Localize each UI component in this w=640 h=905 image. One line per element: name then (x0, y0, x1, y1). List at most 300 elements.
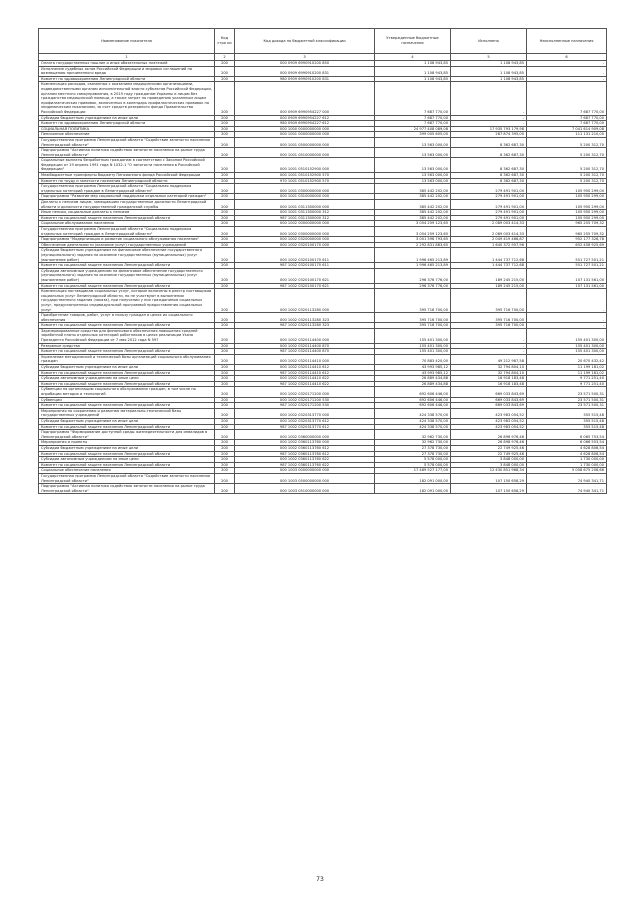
row-executed: 669 033 843,69 (451, 397, 527, 403)
row-budget-code: 987 1002 0320171200 530 (235, 403, 375, 409)
row-budget-code: 000 1001 0311300000 312 (235, 210, 375, 216)
budget-table (38, 28, 607, 494)
row-name: Комитет по социальной защите населения Ленинградской области (39, 215, 215, 221)
column-index: 1 (39, 54, 215, 61)
row-executed: 189 245 215,00 (451, 283, 527, 289)
row-line-code: 200 (215, 354, 235, 364)
row-unexecuted: 965 255 709,32 (527, 221, 607, 227)
row-line-code: 200 (215, 328, 235, 343)
table-row (39, 61, 607, 67)
row-line-code: 200 (215, 381, 235, 387)
row-budget-code: 000 1002 0320113280 000 (235, 289, 375, 313)
row-unexecuted: 355 515,48 (527, 424, 607, 430)
row-name: Комитет по социальной защите населения Ленинградской области (39, 370, 215, 376)
row-budget-code: 987 1002 0320114410 612 (235, 370, 375, 376)
row-name: Комитет по труду и занятости населения Ленинградской области (39, 178, 215, 184)
row-line-code: 200 (215, 289, 235, 313)
table-row (39, 242, 607, 248)
row-line-code: 200 (215, 387, 235, 397)
row-approved: 692 606 446,00 (375, 397, 451, 403)
row-line-code: 200 (215, 178, 235, 184)
row-approved: 424 338 570,00 (375, 408, 451, 418)
row-name: Компенсация расходов, связанных с оказанием медицинскими организациями, подведомственными органам исполнительной власти субъектов Российской Федерации, органам местного самоуправления, в 2019 году гражданам Украины и лицам без гражданства медицинской помощи, а также затрат по проведению указанным лицам профилактических прививок, включенных в календарь профилактических прививок по эпидемическим показаниям, за счет средств резервного фонда Правительства Российской Федерации (39, 82, 215, 115)
row-name: Государственная программа Ленинградской области "Содействие занятости населения Ленинградской области" (39, 473, 215, 483)
row-approved: 32 962 730,00 (375, 430, 451, 440)
row-line-code: 200 (215, 473, 235, 483)
row-executed: 279 491 901,00 (451, 184, 527, 194)
row-name: Субсидии автономным учреждениям на финансовое обеспечение государственного (муниципального) задания на оказание государственных (муниципальных) услуг (выполнение работ) (39, 268, 215, 283)
row-budget-code: 000 1001 0311300000 000 (235, 200, 375, 210)
row-executed: 423 983 054,52 (451, 418, 527, 424)
row-name: Социальное обслуживание населения (39, 221, 215, 227)
row-name: Комитет по социальной защите населения Ленинградской области (39, 381, 215, 387)
row-unexecuted: 652 458 925,69 (527, 242, 607, 248)
table-row (39, 283, 607, 289)
row-budget-code: 980 0909 6990954227 612 (235, 121, 375, 127)
row-unexecuted: 107 131 561,00 (527, 268, 607, 283)
table-row (39, 313, 607, 323)
row-executed: - (451, 82, 527, 115)
table-header-row (39, 29, 607, 54)
row-line-code: 200 (215, 121, 235, 127)
row-name: Укрепление методической и технической базы организаций социального обслуживания граждан (39, 354, 215, 364)
row-budget-code: 000 1002 0320100170 611 (235, 248, 375, 263)
row-line-code: 200 (215, 221, 235, 227)
row-name: Зарезервированные средства для финансового обеспечения повышения средней заработной платы отдельных категорий работников в целях реализации Указа Президента Российской Федерации от 7 мая 2012 года N 597 (39, 328, 215, 343)
table-row (39, 237, 607, 243)
row-line-code: 200 (215, 424, 235, 430)
row-unexecuted: 111 131 210,00 (527, 132, 607, 138)
row-budget-code: 987 1002 0320114410 622 (235, 381, 375, 387)
row-approved: 155 401 300,00 (375, 349, 451, 355)
row-name: Государственная программа Ленинградской области "Содействие занятости населения Ленинградской области" (39, 137, 215, 147)
row-line-code: 200 (215, 263, 235, 269)
row-unexecuted: 105 950 299,00 (527, 210, 607, 216)
row-unexecuted: 74 940 341,71 (527, 473, 607, 483)
table-row (39, 365, 607, 371)
row-executed: 1 108 943,85 (451, 76, 527, 82)
row-budget-code: 987 1002 0320114400 870 (235, 349, 375, 355)
row-executed: - (451, 343, 527, 349)
row-unexecuted: 5 200 312,70 (527, 148, 607, 158)
row-budget-code: 000 1002 0360113760 612 (235, 445, 375, 451)
row-name: Субвенции на организацию социального обслуживания граждан, в том числе по апробации методик и технологий (39, 387, 215, 397)
table-row (39, 76, 607, 82)
row-name: Государственная программа Ленинградской области "Социальная поддержка отдельных категорий граждан в Ленинградской области" (39, 184, 215, 194)
row-unexecuted: 105 950 299,00 (527, 215, 607, 221)
row-name: Межбюджетные трансферты бюджету Пенсионного фонда Российской Федерации (39, 173, 215, 179)
row-budget-code: 000 1002 0320100170 000 (235, 242, 375, 248)
row-executed: 17 935 793 179,98 (451, 126, 527, 132)
table-row (39, 445, 607, 451)
header-executed: Исполнено (451, 29, 527, 54)
row-line-code: 200 (215, 430, 235, 440)
table-row (39, 178, 607, 184)
row-line-code: 200 (215, 210, 235, 216)
row-line-code: 200 (215, 370, 235, 376)
row-executed: - (451, 349, 527, 355)
row-approved: 296 376 776,00 (375, 268, 451, 283)
row-line-code: 200 (215, 408, 235, 418)
row-approved: 7 687 770,00 (375, 82, 451, 115)
row-name: Обеспечение деятельности (оказание услуг) государственных учреждений (39, 242, 215, 248)
row-unexecuted: 5 200 312,70 (527, 178, 607, 184)
row-line-code: 200 (215, 457, 235, 463)
row-name: Социальные выплаты безработным гражданам в соответствии с Законом Российской Федерации от 19 апреля 1991 года N 1032-1 "О занятости населения в Российской Федерации" (39, 158, 215, 173)
row-budget-code: 987 1002 0360113760 622 (235, 462, 375, 468)
row-name: Комитет по социальной защите населения Ленинградской области (39, 462, 215, 468)
row-line-code: 200 (215, 397, 235, 403)
row-name: Подпрограмма "Развитие мер социальной поддержки отдельных категорий граждан" (39, 194, 215, 200)
row-line-code: 200 (215, 451, 235, 457)
row-line-code: 200 (215, 132, 235, 138)
row-unexecuted: 155 401 300,00 (527, 328, 607, 343)
row-executed: 1 444 737 712,68 (451, 248, 527, 263)
row-executed: 3 848 000,00 (451, 457, 527, 463)
row-budget-code: 000 1002 0320114400 000 (235, 328, 375, 343)
row-executed: 32 794 804,10 (451, 370, 527, 376)
table-row (39, 227, 607, 237)
row-name: Субвенции (39, 397, 215, 403)
row-executed: 8 362 687,30 (451, 148, 527, 158)
row-name: Оплата государственных пошлин и иных обязательных платежей (39, 61, 215, 67)
row-approved: 385 442 202,00 (375, 210, 451, 216)
table-row (39, 457, 607, 463)
row-approved: 13 563 000,00 (375, 173, 451, 179)
table-row (39, 289, 607, 313)
row-budget-code: 000 1000 0000000000 000 (235, 126, 375, 132)
row-executed: 32 794 804,10 (451, 365, 527, 371)
row-line-code: 200 (215, 158, 235, 173)
table-row (39, 430, 607, 440)
row-executed: 279 491 901,00 (451, 200, 527, 210)
row-approved: 1 996 465 213,89 (375, 248, 451, 263)
row-approved: 395 716 700,00 (375, 323, 451, 329)
row-approved: 5 578 000,00 (375, 457, 451, 463)
table-row (39, 200, 607, 210)
row-executed: 1 444 737 712,68 (451, 263, 527, 269)
row-unexecuted: 7 687 770,00 (527, 82, 607, 115)
row-budget-code: 000 1002 0320114400 870 (235, 343, 375, 349)
row-executed: 395 716 700,00 (451, 289, 527, 313)
row-executed: 26 896 976,46 (451, 430, 527, 440)
row-approved: 7 687 770,00 (375, 121, 451, 127)
row-budget-code: 980 0909 6990910200 831 (235, 76, 375, 82)
row-line-code: 200 (215, 242, 235, 248)
row-unexecuted: 105 950 299,00 (527, 184, 607, 194)
table-row (39, 473, 607, 483)
row-unexecuted: 952 177 326,78 (527, 237, 607, 243)
row-unexecuted: 155 401 300,00 (527, 349, 607, 355)
table-row (39, 376, 607, 382)
row-line-code: 200 (215, 66, 235, 76)
row-budget-code: 000 1001 0500000000 000 (235, 137, 375, 147)
row-budget-code: 000 1002 0360113760 000 (235, 440, 375, 446)
row-approved: 26 889 434,88 (375, 376, 451, 382)
row-name: Исполнение судебных актов Российской Федерации и мировых соглашений по возмещению причиненного вреда (39, 66, 215, 76)
table-row (39, 173, 607, 179)
row-line-code: 200 (215, 76, 235, 82)
row-approved: 27 378 730,00 (375, 451, 451, 457)
row-budget-code: 987 1002 0320100170 621 (235, 283, 375, 289)
row-approved: 3 054 259 123,65 (375, 227, 451, 237)
row-executed: 3 848 000,00 (451, 462, 527, 468)
row-unexecuted: - (527, 313, 607, 323)
row-budget-code: 000 0909 6990954227 612 (235, 115, 375, 121)
row-executed: 8 362 687,30 (451, 158, 527, 173)
row-approved: 1 108 943,85 (375, 66, 451, 76)
row-unexecuted: 5 200 312,70 (527, 137, 607, 147)
row-executed: 2 089 003 414,33 (451, 227, 527, 237)
column-index-row (39, 54, 607, 61)
table-row (39, 451, 607, 457)
row-executed: 16 918 183,48 (451, 376, 527, 382)
table-row (39, 268, 607, 283)
report-page (38, 28, 606, 494)
row-name: Субсидии автономным учреждениям на иные цели (39, 457, 215, 463)
row-line-code: 200 (215, 268, 235, 283)
row-executed: 22 749 925,46 (451, 445, 527, 451)
row-budget-code: 000 0909 6990954227 000 (235, 82, 375, 115)
row-budget-code: 000 1002 0300000000 000 (235, 227, 375, 237)
row-approved: 3 054 259 123,65 (375, 221, 451, 227)
row-unexecuted: 7 687 770,00 (527, 121, 607, 127)
row-approved: 395 716 700,00 (375, 289, 451, 313)
row-executed: 395 716 700,00 (451, 323, 527, 329)
row-name: Доплаты к пенсиям лицам, замещавшим государственные должности Ленинградской области и должности государственной гражданской службы (39, 200, 215, 210)
row-approved: 13 563 000,00 (375, 158, 451, 173)
table-row (39, 381, 607, 387)
row-line-code: 200 (215, 445, 235, 451)
row-approved: 3 001 596 793,65 (375, 237, 451, 243)
row-executed: 1 108 943,85 (451, 61, 527, 67)
row-line-code: 200 (215, 403, 235, 409)
row-name: Подпрограмма "Формирование доступной среды жизнедеятельности для инвалидов в Ленинградской области" (39, 430, 215, 440)
row-line-code: 200 (215, 462, 235, 468)
row-approved: 155 401 300,00 (375, 328, 451, 343)
row-line-code: 200 (215, 376, 235, 382)
row-name: Компенсация поставщикам социальных услуг, которые включены в реестр поставщиков социальных услуг Ленинградской области, но не участвуют в выполнении государственного задания (заказа), при получении у них гражданином социальных услуг, предусмотренных индивидуальной программой предоставления социальных услуг (39, 289, 215, 313)
row-approved: 385 442 202,00 (375, 200, 451, 210)
column-index: 6 (527, 54, 607, 61)
row-approved: 385 442 202,00 (375, 194, 451, 200)
row-budget-code: 000 1002 0320113280 323 (235, 313, 375, 323)
row-budget-code: 970 1001 0510152900 570 (235, 178, 375, 184)
table-row (39, 462, 607, 468)
row-name: Комитет по социальной защите населения Ленинградской области (39, 451, 215, 457)
table-row (39, 215, 607, 221)
row-executed: 1 640 372 957,96 (451, 242, 527, 248)
table-row (39, 248, 607, 263)
column-index: 2 (215, 54, 235, 61)
row-approved: 7 687 770,00 (375, 115, 451, 121)
row-line-code: 200 (215, 194, 235, 200)
row-approved: 70 883 420,00 (375, 354, 451, 364)
row-name: СОЦИАЛЬНАЯ ПОЛИТИКА (39, 126, 215, 132)
row-approved: 296 376 776,00 (375, 283, 451, 289)
header-approved: Утвержденные бюджетные назначения (375, 29, 451, 54)
row-approved: 13 563 000,00 (375, 178, 451, 184)
row-name: Комитет по социальной защите населения Ленинградской области (39, 323, 215, 329)
table-row (39, 194, 607, 200)
row-name: Комитет по социальной защите населения Ленинградской области (39, 424, 215, 430)
row-approved: 385 442 202,00 (375, 184, 451, 194)
row-executed: 2 089 003 414,33 (451, 221, 527, 227)
row-budget-code: 000 1003 0510000000 000 (235, 484, 375, 494)
table-row (39, 408, 607, 418)
row-name: Субсидии бюджетным учреждениям на иные цели (39, 365, 215, 371)
row-unexecuted: - (527, 76, 607, 82)
row-budget-code: 987 1002 0360113760 612 (235, 451, 375, 457)
row-unexecuted: 23 571 500,31 (527, 403, 607, 409)
row-unexecuted: 7 687 770,00 (527, 115, 607, 121)
row-line-code: 200 (215, 283, 235, 289)
row-budget-code: 000 1001 0510000000 000 (235, 148, 375, 158)
row-name: Субсидии бюджетным учреждениям на финансовое обеспечение государственного (муниципального) задания на оказание государственных (муниципальных) услуг (выполнение работ) (39, 248, 215, 263)
row-name: Комитет по социальной защите населения Ленинградской области (39, 283, 215, 289)
row-executed: 107 150 658,29 (451, 473, 527, 483)
row-unexecuted: 11 199 181,02 (527, 370, 607, 376)
column-index: 3 (235, 54, 375, 61)
column-index: 4 (375, 54, 451, 61)
row-name: Субсидии бюджетным учреждениям на иные цели (39, 445, 215, 451)
row-executed: - (451, 121, 527, 127)
row-line-code: 200 (215, 61, 235, 67)
row-unexecuted: 1 730 000,00 (527, 457, 607, 463)
row-approved: 1 108 943,85 (375, 61, 451, 67)
row-approved: 424 338 570,00 (375, 418, 451, 424)
row-approved: 182 091 000,00 (375, 473, 451, 483)
row-executed: 395 716 700,00 (451, 313, 527, 323)
row-unexecuted: 155 401 300,00 (527, 343, 607, 349)
table-row (39, 66, 607, 76)
row-approved: 692 606 446,00 (375, 387, 451, 397)
row-approved: 27 378 730,00 (375, 445, 451, 451)
page-number: 73 (316, 876, 324, 883)
row-line-code: 200 (215, 115, 235, 121)
row-approved: 2 292 831 883,65 (375, 242, 451, 248)
row-name: Комитет по социальной защите населения Ленинградской области (39, 403, 215, 409)
row-approved: 1 996 465 213,89 (375, 263, 451, 269)
row-unexecuted: 11 199 181,02 (527, 365, 607, 371)
row-approved: 13 563 000,00 (375, 148, 451, 158)
row-budget-code: 000 1002 0320114410 622 (235, 376, 375, 382)
header-budget-code: Код дохода по бюджетной классификации (235, 29, 375, 54)
row-budget-code: 000 1002 0360000000 000 (235, 430, 375, 440)
row-executed: 49 212 987,58 (451, 354, 527, 364)
row-line-code: 200 (215, 248, 235, 263)
row-budget-code: 000 1001 0510152900 000 (235, 158, 375, 173)
row-line-code: 200 (215, 82, 235, 115)
row-name: Государственная программа Ленинградской области "Социальная поддержка отдельных категорий граждан в Ленинградской области" (39, 227, 215, 237)
header-unexecuted: Неисполненные назначения (527, 29, 607, 54)
row-executed: 279 491 901,00 (451, 210, 527, 216)
row-executed: 669 033 843,69 (451, 403, 527, 409)
row-budget-code: 987 1002 0320313770 612 (235, 424, 375, 430)
row-budget-code: 000 1002 0320114410 000 (235, 354, 375, 364)
row-budget-code: 000 1002 0360113760 622 (235, 457, 375, 463)
header-name: Наименование показателя (39, 29, 215, 54)
row-unexecuted: 20 670 432,42 (527, 354, 607, 364)
row-budget-code: 000 1001 0300000000 000 (235, 184, 375, 194)
table-row (39, 370, 607, 376)
row-unexecuted: 9 771 251,40 (527, 376, 607, 382)
row-budget-code: 000 1002 0000000000 000 (235, 221, 375, 227)
table-row (39, 137, 607, 147)
row-executed: - (451, 115, 527, 121)
row-approved: 13 563 000,00 (375, 137, 451, 147)
row-executed: 12 430 851 968,34 (451, 468, 527, 474)
row-name: Субсидии бюджетным учреждениям на иные цели (39, 115, 215, 121)
row-unexecuted: 1 730 000,00 (527, 462, 607, 468)
row-unexecuted: 74 940 341,71 (527, 484, 607, 494)
row-budget-code: 000 1002 0320100170 621 (235, 268, 375, 283)
row-executed: 287 874 395,00 (451, 132, 527, 138)
row-unexecuted: 965 255 709,32 (527, 227, 607, 237)
row-approved: 24 977 408 089,08 (375, 126, 451, 132)
table-row (39, 403, 607, 409)
row-approved: 424 338 570,00 (375, 424, 451, 430)
row-executed: 279 491 901,00 (451, 215, 527, 221)
row-line-code: 200 (215, 215, 235, 221)
row-budget-code: 000 1002 0320313770 612 (235, 418, 375, 424)
row-executed: 8 362 687,30 (451, 178, 527, 184)
row-name: Комитет по социальной защите населения Ленинградской области (39, 263, 215, 269)
row-unexecuted: 6 066 553,54 (527, 440, 607, 446)
row-name: Комитет по здравоохранению Ленинградской области (39, 121, 215, 127)
table-row (39, 148, 607, 158)
table-row (39, 354, 607, 364)
row-approved: 182 091 000,00 (375, 484, 451, 494)
row-executed: - (451, 328, 527, 343)
row-budget-code: 987 1001 0311300000 312 (235, 215, 375, 221)
row-unexecuted: - (527, 66, 607, 76)
row-budget-code: 000 1002 0320000000 000 (235, 237, 375, 243)
row-executed: 22 749 925,46 (451, 451, 527, 457)
row-budget-code: 987 1002 0320113280 323 (235, 323, 375, 329)
row-unexecuted: 5 200 312,70 (527, 173, 607, 179)
row-name: Комитет по здравоохранению Ленинградской области (39, 76, 215, 82)
row-unexecuted: - (527, 289, 607, 313)
table-row (39, 158, 607, 173)
row-budget-code: 987 1002 0320100170 611 (235, 263, 375, 269)
row-approved: 17 489 527 177,00 (375, 468, 451, 474)
row-unexecuted: 9 771 251,40 (527, 381, 607, 387)
row-unexecuted: 23 571 500,31 (527, 397, 607, 403)
row-unexecuted: 5 200 312,70 (527, 158, 607, 173)
row-budget-code: 000 1001 0000000000 000 (235, 132, 375, 138)
row-line-code: 200 (215, 184, 235, 194)
row-executed: 26 898 976,46 (451, 440, 527, 446)
row-unexecuted: 7 041 614 909,08 (527, 126, 607, 132)
row-name: Подпрограмма "Модернизация и развитие социального обслуживания населения" (39, 237, 215, 243)
table-row (39, 263, 607, 269)
row-budget-code: 000 1002 0320171200 530 (235, 397, 375, 403)
row-name: Подпрограмма "Активная политика содействия занятости населения на рынке труда Ленинградской области" (39, 484, 215, 494)
row-line-code: 200 (215, 440, 235, 446)
table-row (39, 323, 607, 329)
row-name: Резервные средства (39, 343, 215, 349)
row-line-code: 200 (215, 227, 235, 237)
row-budget-code: 000 0909 6990910200 831 (235, 66, 375, 76)
row-approved: 5 578 000,00 (375, 462, 451, 468)
row-unexecuted: 551 727 501,21 (527, 248, 607, 263)
row-approved: 43 993 985,12 (375, 370, 451, 376)
row-budget-code: 000 1001 0310000000 000 (235, 194, 375, 200)
row-line-code: 200 (215, 148, 235, 158)
row-line-code: 200 (215, 137, 235, 147)
row-name: Социальное обеспечение населения (39, 468, 215, 474)
